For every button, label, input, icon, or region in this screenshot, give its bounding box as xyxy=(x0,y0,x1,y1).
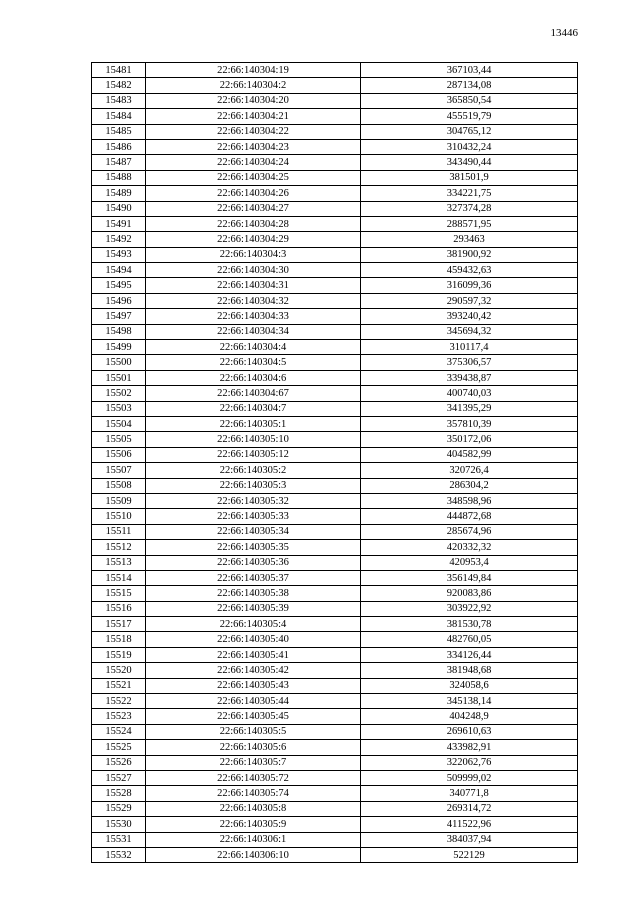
cadastral-number-cell: 22:66:140305:33 xyxy=(146,509,361,524)
row-number-cell: 15488 xyxy=(92,170,146,185)
table-row xyxy=(92,678,578,693)
cadastral-number-cell: 22:66:140305:36 xyxy=(146,555,361,570)
cadastral-value-cell: 341395,29 xyxy=(361,401,578,416)
cadastral-number-cell: 22:66:140304:7 xyxy=(146,401,361,416)
cadastral-number-cell: 22:66:140304:2 xyxy=(146,78,361,93)
row-number-cell: 15527 xyxy=(92,770,146,785)
row-number-cell: 15529 xyxy=(92,801,146,816)
cadastral-value-cell: 393240,42 xyxy=(361,309,578,324)
cadastral-number-cell: 22:66:140305:45 xyxy=(146,709,361,724)
table-row xyxy=(92,847,578,862)
cadastral-value-cell: 345138,14 xyxy=(361,694,578,709)
table-row xyxy=(92,124,578,139)
row-number-cell: 15509 xyxy=(92,493,146,508)
cadastral-number-cell: 22:66:140305:5 xyxy=(146,724,361,739)
cadastral-value-table xyxy=(91,62,578,863)
table-row xyxy=(92,201,578,216)
cadastral-value-cell: 381948,68 xyxy=(361,663,578,678)
table-body xyxy=(92,63,578,863)
cadastral-value-cell: 444872,68 xyxy=(361,509,578,524)
table-row xyxy=(92,832,578,847)
table-row xyxy=(92,555,578,570)
row-number-cell: 15502 xyxy=(92,386,146,401)
row-number-cell: 15485 xyxy=(92,124,146,139)
cadastral-number-cell: 22:66:140304:6 xyxy=(146,370,361,385)
table-row xyxy=(92,647,578,662)
table-row xyxy=(92,370,578,385)
cadastral-number-cell: 22:66:140304:30 xyxy=(146,263,361,278)
table-row xyxy=(92,432,578,447)
row-number-cell: 15520 xyxy=(92,663,146,678)
row-number-cell: 15498 xyxy=(92,324,146,339)
cadastral-number-cell: 22:66:140304:67 xyxy=(146,386,361,401)
row-number-cell: 15521 xyxy=(92,678,146,693)
cadastral-value-cell: 339438,87 xyxy=(361,370,578,385)
row-number-cell: 15493 xyxy=(92,247,146,262)
row-number-cell: 15515 xyxy=(92,586,146,601)
table-row xyxy=(92,63,578,78)
row-number-cell: 15513 xyxy=(92,555,146,570)
cadastral-number-cell: 22:66:140305:41 xyxy=(146,647,361,662)
table-row xyxy=(92,817,578,832)
cadastral-number-cell: 22:66:140305:6 xyxy=(146,740,361,755)
table-row xyxy=(92,216,578,231)
cadastral-value-cell: 420953,4 xyxy=(361,555,578,570)
cadastral-number-cell: 22:66:140305:34 xyxy=(146,524,361,539)
row-number-cell: 15507 xyxy=(92,463,146,478)
row-number-cell: 15506 xyxy=(92,447,146,462)
cadastral-number-cell: 22:66:140305:1 xyxy=(146,416,361,431)
table-row xyxy=(92,586,578,601)
table-row xyxy=(92,401,578,416)
cadastral-value-cell: 509999,02 xyxy=(361,770,578,785)
cadastral-value-cell: 420332,32 xyxy=(361,540,578,555)
table-row xyxy=(92,293,578,308)
row-number-cell: 15483 xyxy=(92,93,146,108)
table-row xyxy=(92,263,578,278)
row-number-cell: 15494 xyxy=(92,263,146,278)
cadastral-value-cell: 404248,9 xyxy=(361,709,578,724)
table-row xyxy=(92,139,578,154)
cadastral-value-cell: 324058,6 xyxy=(361,678,578,693)
cadastral-number-cell: 22:66:140304:22 xyxy=(146,124,361,139)
cadastral-value-cell: 522129 xyxy=(361,847,578,862)
row-number-cell: 15492 xyxy=(92,232,146,247)
cadastral-number-cell: 22:66:140305:37 xyxy=(146,570,361,585)
table-row xyxy=(92,493,578,508)
row-number-cell: 15499 xyxy=(92,340,146,355)
table-row xyxy=(92,509,578,524)
row-number-cell: 15531 xyxy=(92,832,146,847)
row-number-cell: 15503 xyxy=(92,401,146,416)
cadastral-value-cell: 381501,9 xyxy=(361,170,578,185)
table-row xyxy=(92,632,578,647)
cadastral-value-cell: 356149,84 xyxy=(361,570,578,585)
table-row xyxy=(92,155,578,170)
table-row xyxy=(92,540,578,555)
cadastral-value-cell: 310432,24 xyxy=(361,139,578,154)
table-row xyxy=(92,663,578,678)
cadastral-value-cell: 404582,99 xyxy=(361,447,578,462)
cadastral-number-cell: 22:66:140305:43 xyxy=(146,678,361,693)
cadastral-number-cell: 22:66:140305:74 xyxy=(146,786,361,801)
cadastral-number-cell: 22:66:140305:8 xyxy=(146,801,361,816)
cadastral-value-cell: 287134,08 xyxy=(361,78,578,93)
cadastral-value-cell: 285674,96 xyxy=(361,524,578,539)
cadastral-value-cell: 381530,78 xyxy=(361,617,578,632)
cadastral-value-cell: 320726,4 xyxy=(361,463,578,478)
row-number-cell: 15484 xyxy=(92,109,146,124)
cadastral-number-cell: 22:66:140304:20 xyxy=(146,93,361,108)
cadastral-number-cell: 22:66:140305:38 xyxy=(146,586,361,601)
table-row xyxy=(92,786,578,801)
table-row xyxy=(92,109,578,124)
row-number-cell: 15504 xyxy=(92,416,146,431)
row-number-cell: 15518 xyxy=(92,632,146,647)
cadastral-value-cell: 348598,96 xyxy=(361,493,578,508)
cadastral-number-cell: 22:66:140304:24 xyxy=(146,155,361,170)
cadastral-number-cell: 22:66:140306:1 xyxy=(146,832,361,847)
row-number-cell: 15524 xyxy=(92,724,146,739)
table-row xyxy=(92,694,578,709)
table-row xyxy=(92,278,578,293)
table-row xyxy=(92,340,578,355)
cadastral-number-cell: 22:66:140305:7 xyxy=(146,755,361,770)
cadastral-number-cell: 22:66:140305:12 xyxy=(146,447,361,462)
cadastral-number-cell: 22:66:140305:44 xyxy=(146,694,361,709)
row-number-cell: 15500 xyxy=(92,355,146,370)
cadastral-number-cell: 22:66:140305:4 xyxy=(146,617,361,632)
table-row xyxy=(92,755,578,770)
row-number-cell: 15519 xyxy=(92,647,146,662)
cadastral-number-cell: 22:66:140305:10 xyxy=(146,432,361,447)
cadastral-number-cell: 22:66:140304:26 xyxy=(146,186,361,201)
row-number-cell: 15496 xyxy=(92,293,146,308)
cadastral-value-cell: 433982,91 xyxy=(361,740,578,755)
cadastral-value-cell: 400740,03 xyxy=(361,386,578,401)
row-number-cell: 15511 xyxy=(92,524,146,539)
cadastral-value-cell: 269610,63 xyxy=(361,724,578,739)
cadastral-value-cell: 411522,96 xyxy=(361,817,578,832)
cadastral-number-cell: 22:66:140305:2 xyxy=(146,463,361,478)
cadastral-number-cell: 22:66:140304:25 xyxy=(146,170,361,185)
cadastral-value-cell: 303922,92 xyxy=(361,601,578,616)
cadastral-value-cell: 343490,44 xyxy=(361,155,578,170)
cadastral-value-cell: 340771,8 xyxy=(361,786,578,801)
cadastral-value-cell: 288571,95 xyxy=(361,216,578,231)
cadastral-number-cell: 22:66:140304:23 xyxy=(146,139,361,154)
table-row xyxy=(92,232,578,247)
cadastral-value-cell: 304765,12 xyxy=(361,124,578,139)
table-row xyxy=(92,247,578,262)
row-number-cell: 15489 xyxy=(92,186,146,201)
table-row xyxy=(92,447,578,462)
table-row xyxy=(92,740,578,755)
table-row xyxy=(92,601,578,616)
row-number-cell: 15495 xyxy=(92,278,146,293)
cadastral-value-cell: 290597,32 xyxy=(361,293,578,308)
cadastral-value-cell: 365850,54 xyxy=(361,93,578,108)
cadastral-number-cell: 22:66:140304:33 xyxy=(146,309,361,324)
cadastral-number-cell: 22:66:140304:4 xyxy=(146,340,361,355)
cadastral-number-cell: 22:66:140304:3 xyxy=(146,247,361,262)
table-row xyxy=(92,416,578,431)
cadastral-value-cell: 334221,75 xyxy=(361,186,578,201)
cadastral-value-cell: 375306,57 xyxy=(361,355,578,370)
table-row xyxy=(92,170,578,185)
row-number-cell: 15510 xyxy=(92,509,146,524)
row-number-cell: 15517 xyxy=(92,617,146,632)
cadastral-number-cell: 22:66:140304:21 xyxy=(146,109,361,124)
table-row xyxy=(92,709,578,724)
table-row xyxy=(92,309,578,324)
cadastral-number-cell: 22:66:140304:5 xyxy=(146,355,361,370)
cadastral-number-cell: 22:66:140304:27 xyxy=(146,201,361,216)
cadastral-value-cell: 367103,44 xyxy=(361,63,578,78)
row-number-cell: 15491 xyxy=(92,216,146,231)
table-row xyxy=(92,617,578,632)
table-row xyxy=(92,524,578,539)
cadastral-number-cell: 22:66:140305:32 xyxy=(146,493,361,508)
cadastral-number-cell: 22:66:140304:32 xyxy=(146,293,361,308)
row-number-cell: 15505 xyxy=(92,432,146,447)
table-row xyxy=(92,724,578,739)
cadastral-number-cell: 22:66:140306:10 xyxy=(146,847,361,862)
table-row xyxy=(92,93,578,108)
cadastral-value-cell: 482760,05 xyxy=(361,632,578,647)
cadastral-value-cell: 384037,94 xyxy=(361,832,578,847)
table-row xyxy=(92,386,578,401)
table-row xyxy=(92,801,578,816)
cadastral-value-cell: 459432,63 xyxy=(361,263,578,278)
row-number-cell: 15508 xyxy=(92,478,146,493)
row-number-cell: 15512 xyxy=(92,540,146,555)
table-row xyxy=(92,324,578,339)
cadastral-number-cell: 22:66:140305:39 xyxy=(146,601,361,616)
table-row xyxy=(92,770,578,785)
table-row xyxy=(92,78,578,93)
row-number-cell: 15514 xyxy=(92,570,146,585)
row-number-cell: 15490 xyxy=(92,201,146,216)
cadastral-number-cell: 22:66:140305:72 xyxy=(146,770,361,785)
cadastral-number-cell: 22:66:140304:19 xyxy=(146,63,361,78)
table-row xyxy=(92,478,578,493)
cadastral-number-cell: 22:66:140305:40 xyxy=(146,632,361,647)
cadastral-value-cell: 310117,4 xyxy=(361,340,578,355)
cadastral-value-cell: 269314,72 xyxy=(361,801,578,816)
cadastral-value-cell: 293463 xyxy=(361,232,578,247)
table-row xyxy=(92,186,578,201)
cadastral-number-cell: 22:66:140304:29 xyxy=(146,232,361,247)
table-row xyxy=(92,463,578,478)
cadastral-value-cell: 381900,92 xyxy=(361,247,578,262)
table-row xyxy=(92,570,578,585)
row-number-cell: 15481 xyxy=(92,63,146,78)
cadastral-value-cell: 286304,2 xyxy=(361,478,578,493)
row-number-cell: 15526 xyxy=(92,755,146,770)
cadastral-number-cell: 22:66:140305:9 xyxy=(146,817,361,832)
cadastral-value-cell: 345694,32 xyxy=(361,324,578,339)
row-number-cell: 15486 xyxy=(92,139,146,154)
cadastral-value-cell: 316099,36 xyxy=(361,278,578,293)
cadastral-number-cell: 22:66:140304:34 xyxy=(146,324,361,339)
cadastral-value-cell: 920083,86 xyxy=(361,586,578,601)
cadastral-number-cell: 22:66:140305:35 xyxy=(146,540,361,555)
row-number-cell: 15528 xyxy=(92,786,146,801)
row-number-cell: 15497 xyxy=(92,309,146,324)
cadastral-number-cell: 22:66:140305:3 xyxy=(146,478,361,493)
table-row xyxy=(92,355,578,370)
cadastral-value-cell: 455519,79 xyxy=(361,109,578,124)
page-number: 13446 xyxy=(550,27,578,39)
cadastral-value-cell: 327374,28 xyxy=(361,201,578,216)
cadastral-number-cell: 22:66:140305:42 xyxy=(146,663,361,678)
cadastral-number-cell: 22:66:140304:31 xyxy=(146,278,361,293)
row-number-cell: 15522 xyxy=(92,694,146,709)
row-number-cell: 15482 xyxy=(92,78,146,93)
cadastral-value-cell: 357810,39 xyxy=(361,416,578,431)
row-number-cell: 15532 xyxy=(92,847,146,862)
cadastral-value-cell: 322062,76 xyxy=(361,755,578,770)
cadastral-value-cell: 350172,06 xyxy=(361,432,578,447)
row-number-cell: 15530 xyxy=(92,817,146,832)
cadastral-number-cell: 22:66:140304:28 xyxy=(146,216,361,231)
row-number-cell: 15525 xyxy=(92,740,146,755)
cadastral-value-cell: 334126,44 xyxy=(361,647,578,662)
row-number-cell: 15487 xyxy=(92,155,146,170)
row-number-cell: 15523 xyxy=(92,709,146,724)
row-number-cell: 15516 xyxy=(92,601,146,616)
row-number-cell: 15501 xyxy=(92,370,146,385)
